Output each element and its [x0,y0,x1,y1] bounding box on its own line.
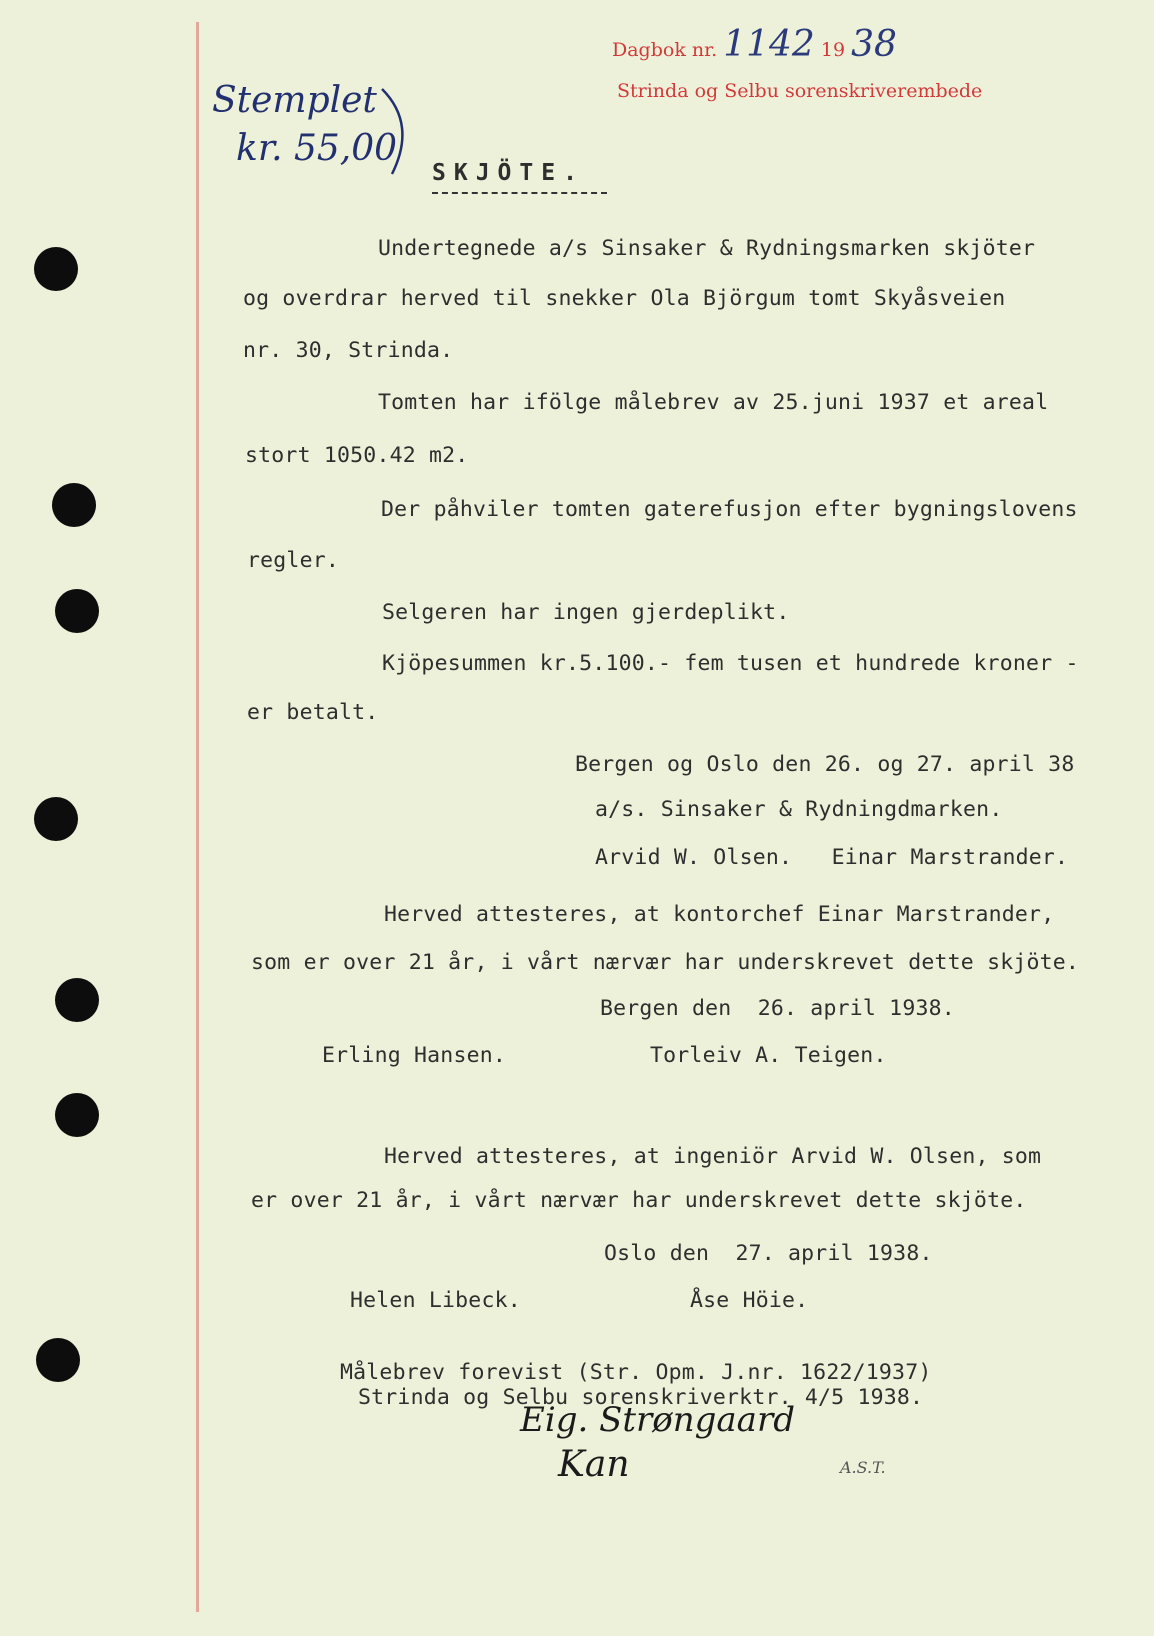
document-title: SKJÖTE. [432,160,585,186]
witness-name: Erling Hansen. [322,1043,507,1068]
body-line: Undertegnede a/s Sinsaker & Rydningsmarken skjöter [378,236,1036,261]
body-line: Der påhviler tomten gaterefusjon efter bygningslovens [381,497,1078,522]
dagbok-year-prefix: 19 [820,39,846,61]
body-line: Herved attesteres, at ingeniör Arvid W. Olsen, som [384,1144,1042,1169]
body-line: Arvid W. Olsen. Einar Marstrander. [595,845,1069,870]
body-line: og overdrar herved til snekker Ola Björgum tomt Skyåsveien [243,286,1006,311]
body-line: Herved attesteres, at kontorchef Einar Marstrander, [384,902,1055,927]
punch-hole [55,589,99,633]
initials: A.S.T. [840,1458,886,1477]
margin-note-bracket [372,84,422,184]
body-line: Oslo den 27. april 1938. [604,1241,933,1266]
margin-note-line2: kr. 55,00 [236,128,398,169]
body-line: Bergen den 26. april 1938. [600,996,955,1021]
punch-hole [34,797,78,841]
body-line: er betalt. [247,700,379,725]
body-line: Selgeren har ingen gjerdeplikt. [382,600,790,625]
punch-hole [55,978,99,1022]
dagbok-stamp [612,24,897,65]
body-line: stort 1050.42 m2. [245,443,469,468]
body-line: Bergen og Oslo den 26. og 27. april 38 [575,752,1075,777]
registration-note: Målebrev forevist (Str. Opm. J.nr. 1622/1937) [340,1360,932,1385]
body-line: er over 21 år, i vårt nærvær har underskrevet dette skjöte. [251,1188,1027,1213]
punch-hole [36,1338,80,1382]
margin-note-line1: Stemplet [212,80,377,121]
dagbok-year: 38 [851,24,897,65]
witness-name: Torleiv A. Teigen. [650,1043,887,1068]
witness-name: Åse Höie. [690,1288,809,1313]
registration-note: Strinda og Selbu sorenskriverktr. 4/5 1938. [358,1385,924,1410]
witness-name: Helen Libeck. [350,1288,521,1313]
signature-line2: Kan [558,1444,630,1485]
title-underline [432,192,607,194]
body-line: a/s. Sinsaker & Rydningdmarken. [595,797,1003,822]
margin-rule [196,22,199,1612]
punch-hole [52,483,96,527]
office-stamp: Strinda og Selbu sorenskriverembede [617,80,983,102]
body-line: som er over 21 år, i vårt nærvær har underskrevet dette skjöte. [251,950,1080,975]
body-line: nr. 30, Strinda. [243,338,454,363]
body-line: Kjöpesummen kr.5.100.- fem tusen et hundrede kroner - [382,651,1079,676]
signature-line1: Eig. Strøngaard [520,1400,795,1440]
punch-hole [55,1093,99,1137]
body-line: regler. [247,548,340,573]
body-line: Tomten har ifölge målebrev av 25.juni 1937 et areal [378,390,1049,415]
dagbok-prefix: Dagbok nr. [612,39,718,61]
dagbok-number: 1142 [723,24,815,65]
punch-hole [34,247,78,291]
